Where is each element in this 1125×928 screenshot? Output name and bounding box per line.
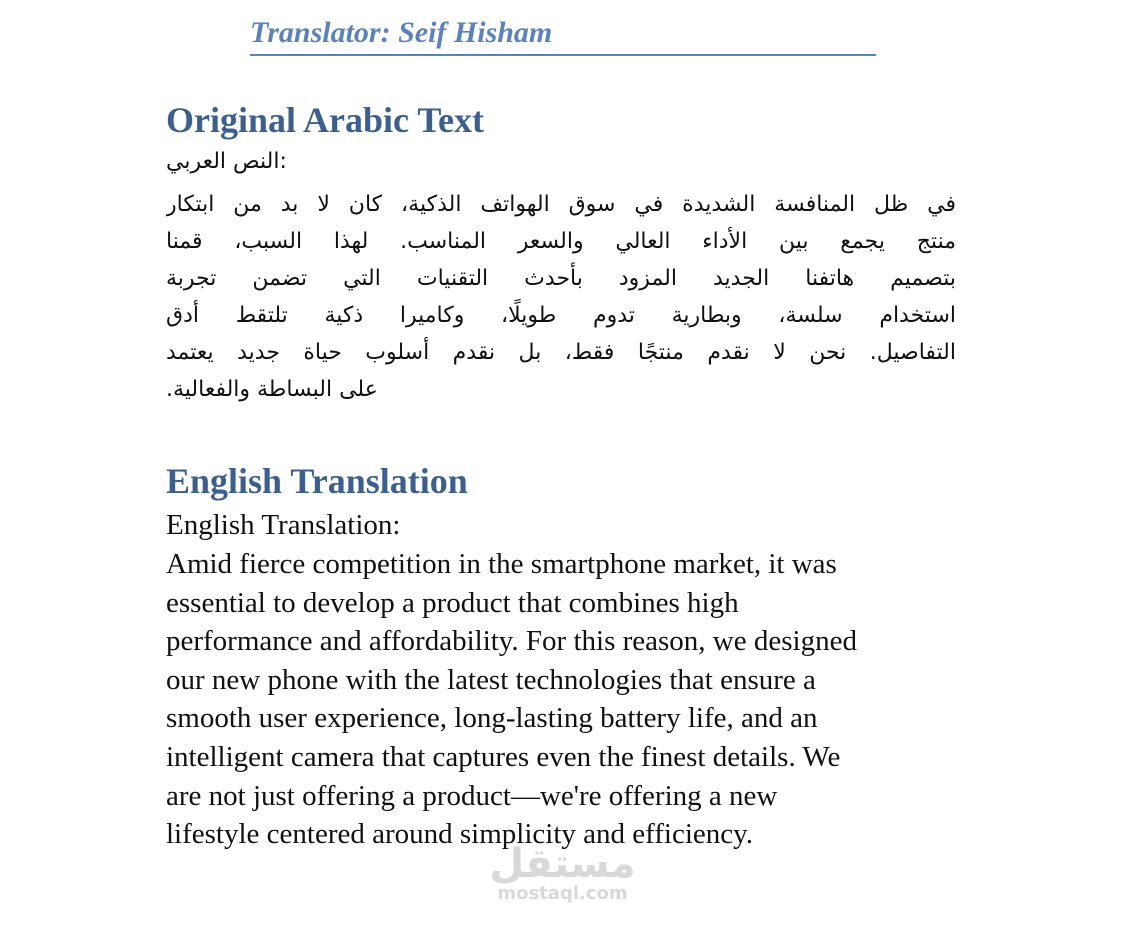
translator-credit: Translator: Seif Hisham bbox=[250, 14, 876, 56]
arabic-line: التفاصيل. نحن لا نقدم منتجًا فقط، بل نقدم أسلوب حياة جديد يعتمد bbox=[166, 340, 956, 365]
watermark-url: mostaql.com bbox=[497, 883, 628, 904]
english-line: are not just offering a product—we're offering a new bbox=[166, 779, 778, 812]
english-line: essential to develop a product that combines high bbox=[166, 586, 739, 619]
english-line: performance and affordability. For this reason, we designed bbox=[166, 625, 857, 658]
english-line: our new phone with the latest technologies that ensure a bbox=[166, 663, 816, 696]
arabic-section-heading: Original Arabic Text bbox=[166, 100, 485, 140]
english-line: intelligent camera that captures even the finest details. We bbox=[166, 740, 841, 773]
arabic-line: منتج يجمع بين الأداء العالي والسعر المناسب. لهذا السبب، قمنا bbox=[166, 229, 956, 254]
arabic-paragraph bbox=[166, 186, 956, 408]
english-translation-label: English Translation: bbox=[166, 509, 401, 541]
english-paragraph bbox=[166, 545, 966, 854]
watermark-logo: مستقل bbox=[489, 841, 636, 887]
mostaql-watermark bbox=[480, 842, 645, 904]
arabic-line: بتصميم هاتفنا الجديد المزود بأحدث التقنيات التي تضمن تجربة bbox=[166, 266, 956, 291]
arabic-line: استخدام سلسة، وبطارية تدوم طويلًا، وكاميرا ذكية تلتقط أدق bbox=[166, 303, 956, 328]
arabic-line: في ظل المنافسة الشديدة في سوق الهواتف الذكية، كان لا بد من ابتكار bbox=[166, 192, 956, 217]
english-section-heading: English Translation bbox=[166, 461, 468, 501]
english-line: smooth user experience, long-lasting battery life, and an bbox=[166, 702, 818, 735]
english-line: lifestyle centered around simplicity and efficiency. bbox=[166, 818, 754, 851]
arabic-line: على البساطة والفعالية. bbox=[166, 377, 378, 402]
english-line: Amid fierce competition in the smartphone market, it was bbox=[166, 548, 837, 580]
arabic-text-label: النص العربي: bbox=[166, 149, 287, 174]
